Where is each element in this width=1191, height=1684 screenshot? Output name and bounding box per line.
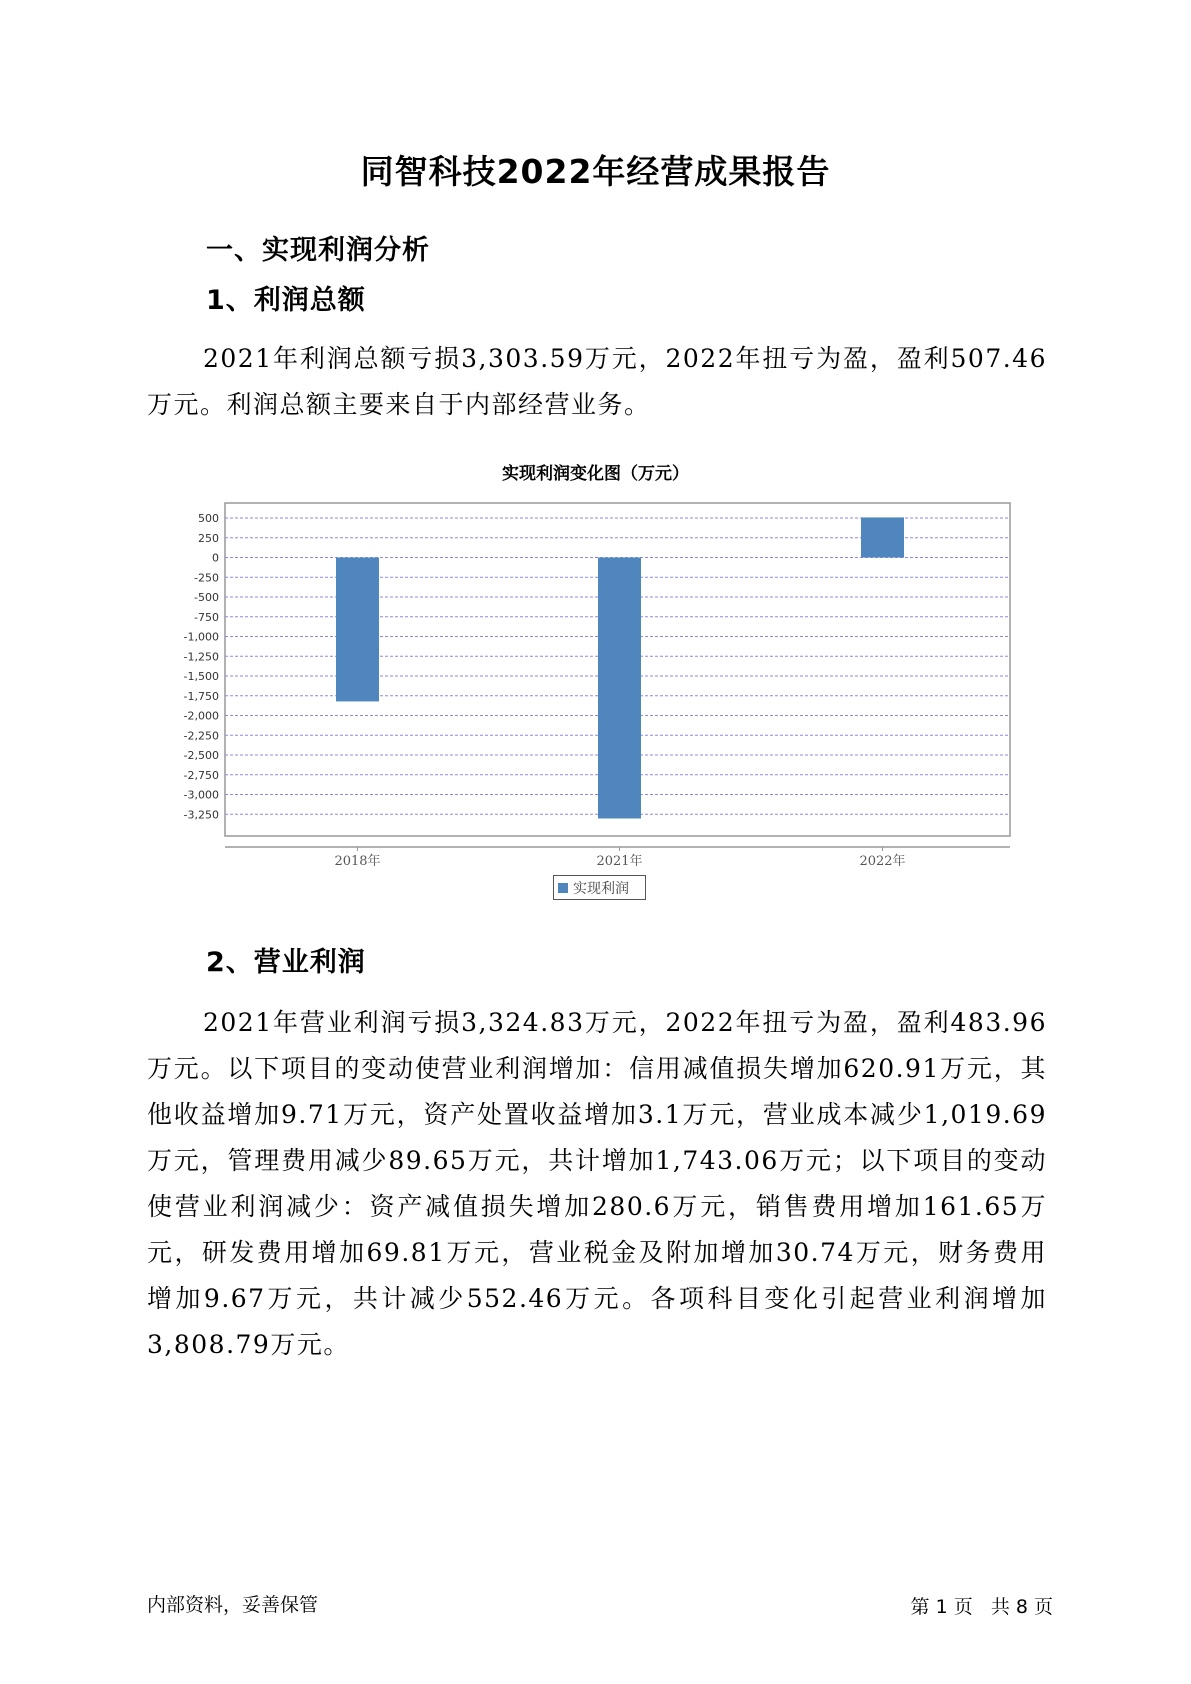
y-tick-label: -750 (194, 610, 219, 624)
y-tick-label: -3,250 (183, 808, 219, 822)
operating-profit-paragraph: 2021年营业利润亏损3,324.83万元，2022年扭亏为盈，盈利483.96万元。以下项目的变动使营业利润增加：信用减值损失增加620.91万元，其他收益增加9.71万元，资产处置收益增加3.1万元，营业成本减少1,019.69万元，管理费用减少89.65万元，共计增加1,743.06万元；以下项目的变动使营业利润减少：资产减值损失增加280.6万元，销售费用增加161.65万元，研发费用增加69.81万元，营业税金及附加增加30.74万元，财务费用增加9.67万元，共计减少552.46万元。各项科目变化引起营业利润增加3,808.79万元。 (147, 1008, 1047, 1359)
subsection-heading-total-profit: 1、利润总额 (206, 285, 366, 316)
y-tick-label: -2,000 (183, 709, 219, 723)
y-tick-label: -2,750 (183, 768, 219, 782)
section-heading: 一、实现利润分析 (206, 235, 430, 266)
y-tick-label: -250 (194, 571, 219, 585)
y-tick-label: 250 (198, 531, 219, 545)
y-tick-label: -1,000 (183, 630, 219, 644)
y-axis-tick-labels (184, 512, 219, 821)
x-axis-tick-labels (334, 847, 905, 869)
document-title: 同智科技2022年经营成果报告 (360, 152, 831, 191)
y-tick-label: 500 (198, 512, 219, 525)
y-tick-label: -2,500 (183, 749, 219, 762)
total-profit-paragraph: 2021年利润总额亏损3,303.59万元，2022年扭亏为盈，盈利507.46万元。利润总额主要来自于内部经营业务。 (147, 344, 1047, 419)
y-tick-label: -1,250 (183, 650, 219, 664)
x-tick-label: 2018年 (334, 854, 381, 869)
legend-label: 实现利润 (573, 880, 629, 897)
chart-legend (553, 875, 646, 900)
x-tick-label: 2021年 (596, 854, 643, 869)
bar-2022年 (861, 517, 904, 557)
y-tick-label: -2,250 (183, 729, 219, 743)
y-tick-label: -1,750 (183, 689, 219, 703)
y-tick-label: -500 (194, 591, 219, 604)
subsection-heading-operating-profit: 2、营业利润 (206, 947, 366, 978)
chart-title: 实现利润变化图（万元） (502, 464, 689, 484)
y-tick-label: 0 (212, 551, 219, 565)
legend-swatch (558, 883, 568, 893)
y-tick-label: -3,000 (183, 788, 219, 802)
footer-page-number: 第 1 页 共 8 页 (910, 1596, 1053, 1618)
x-tick-label: 2022年 (859, 854, 906, 869)
footer-confidential-note: 内部资料，妥善保管 (147, 1594, 319, 1616)
bar-2018年 (336, 558, 379, 702)
profit-bar-chart (170, 490, 1030, 870)
y-tick-label: -1,500 (183, 670, 219, 683)
bar-2021年 (598, 558, 641, 819)
